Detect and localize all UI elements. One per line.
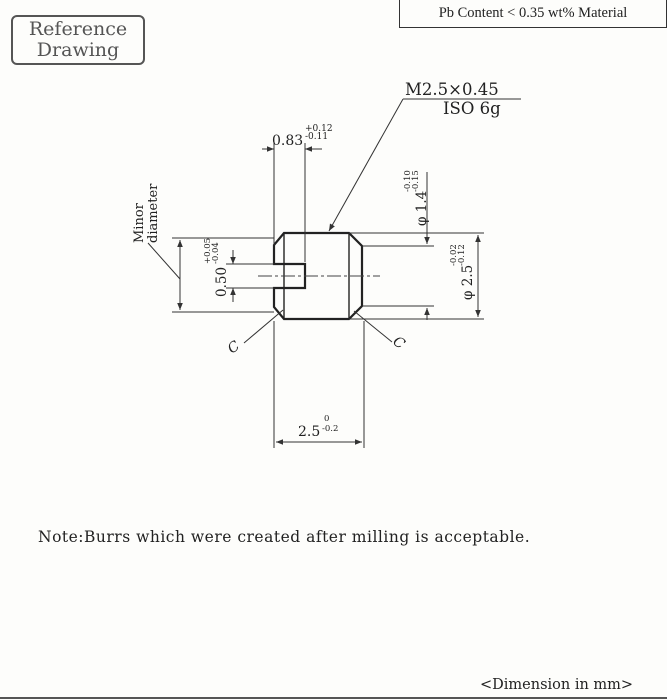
chamfer-left-label: C xyxy=(224,337,243,358)
bottom-border-line xyxy=(0,697,667,699)
chamfer-right-label: C xyxy=(389,333,408,353)
slot-depth-tol-lower: -0.04 xyxy=(211,242,221,264)
outer-dia-value: φ 2.5 xyxy=(460,264,476,300)
burr-note: Note:Burrs which were created after milling is acceptable. xyxy=(38,528,531,546)
dimension-unit-note: <Dimension in mm> xyxy=(480,677,634,693)
slot-width-value: 0.83 xyxy=(272,133,304,149)
length-value: 2.5 xyxy=(298,424,321,440)
length-tol-upper: 0 xyxy=(324,414,330,424)
minor-diameter-label xyxy=(132,183,161,243)
thread-class: ISO 6g xyxy=(443,99,501,118)
minor-label-line-1: Minor xyxy=(132,203,147,243)
head-dia-tol-upper: -0.10 xyxy=(403,170,413,192)
chamfer-leaders xyxy=(244,310,392,343)
head-diameter-label xyxy=(403,170,430,226)
slot-width-dimension xyxy=(262,143,322,262)
slot-width-tol-upper: +0.12 xyxy=(305,124,333,134)
badge-line-2: Drawing xyxy=(36,39,120,61)
head-dia-value: φ 1.4 xyxy=(414,190,430,226)
thread-spec: M2.5×0.45 xyxy=(405,80,499,99)
minor-diameter-leader xyxy=(148,243,180,279)
minor-label-line-2: diameter xyxy=(146,183,161,243)
outer-diameter-label xyxy=(449,244,476,300)
outer-dia-tol-upper: -0.02 xyxy=(449,244,459,266)
slot-depth-value: 0.50 xyxy=(214,266,230,297)
badge-line-1: Reference xyxy=(28,18,128,40)
slot-depth-tol-upper: +0.05 xyxy=(203,237,213,264)
outer-dia-tol-lower: -0.12 xyxy=(457,244,467,266)
slot-width-tol-lower: -0.11 xyxy=(305,132,329,142)
head-dia-tol-lower: -0.15 xyxy=(411,170,421,192)
material-note-text: Pb Content < 0.35 wt% Material xyxy=(438,5,628,21)
length-tol-lower: -0.2 xyxy=(322,424,339,434)
slot-depth-label xyxy=(203,238,230,297)
